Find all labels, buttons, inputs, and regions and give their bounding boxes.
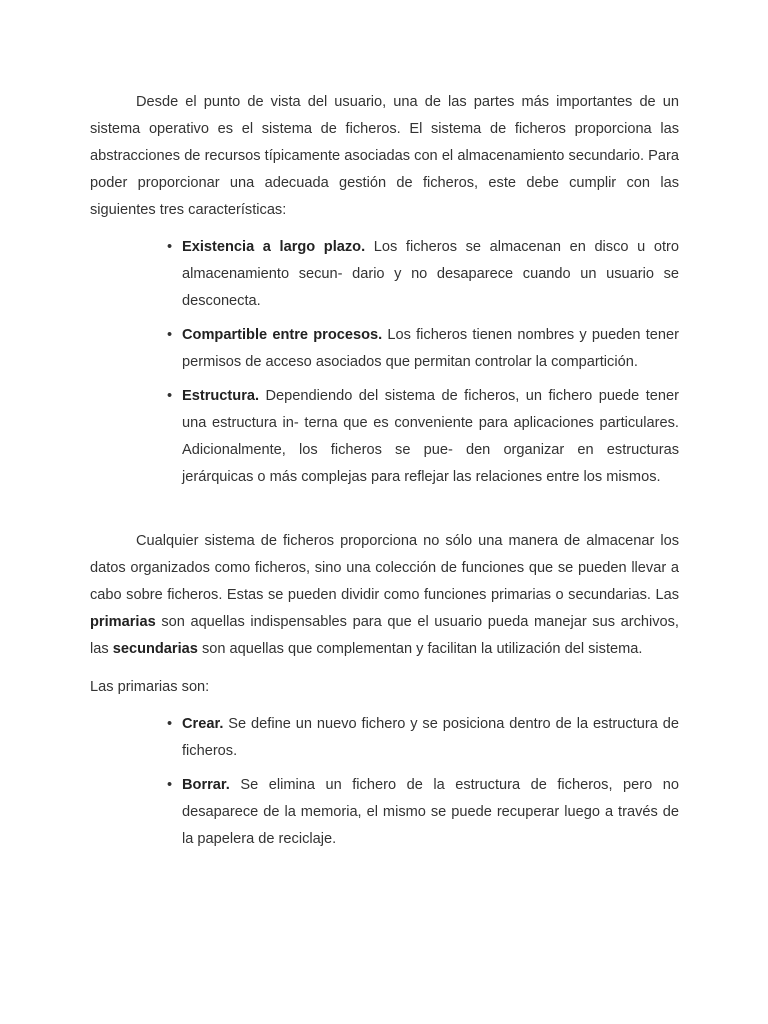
bullet-icon: •	[167, 777, 173, 793]
list-item-text: Se define un nuevo fichero y se posiciona dentro de la estructura de ficheros.	[182, 716, 679, 759]
list-item-text: Los ficheros se almacenan en disco u otro almacenamiento secun- dario y no desaparece cuando un usuario se desconecta.	[182, 239, 679, 309]
characteristics-list	[90, 234, 679, 491]
bullet-icon: •	[167, 716, 173, 732]
intro-paragraph: Desde el punto de vista del usuario, una de las partes más importantes de un sistema operativo es el sistema de ficheros. El sistema de ficheros proporciona las abstracciones de recursos típicamente asociadas con el almacenamiento secundario. Para poder proporcionar una adecuada gestión de ficheros, este debe cumplir con las siguientes tres características:	[90, 94, 679, 218]
list-item-term: Borrar.	[182, 777, 230, 793]
primary-functions-heading: Las primarias son:	[90, 679, 210, 695]
list-item	[167, 322, 679, 376]
list-item	[167, 383, 679, 491]
list-item-text: Se elimina un fichero de la estructura de ficheros, pero no desaparece de la memoria, el mismo se puede recuperar luego a través de la papelera de reciclaje.	[182, 777, 679, 847]
functions-paragraph	[90, 528, 679, 663]
list-item	[167, 772, 679, 853]
list-item	[167, 711, 679, 765]
list-item-term: Estructura.	[182, 388, 260, 404]
functions-paragraph-text-3: son aquellas que complementan y facilitan la utilización del sistema.	[197, 641, 643, 657]
list-item-term: Compartible entre procesos.	[182, 327, 383, 343]
functions-paragraph-text-2: son aquellas indispensables para que el usuario pueda manejar sus archivos, las	[90, 614, 679, 657]
primary-functions-list	[90, 711, 679, 853]
primarias-term: primarias	[90, 614, 156, 630]
bullet-icon: •	[167, 388, 173, 404]
list-item-text: Los ficheros tienen nombres y pueden tener permisos de acceso asociados que permitan controlar la compartición.	[182, 327, 679, 370]
list-item-term: Crear.	[182, 716, 224, 732]
functions-paragraph-text-1: Cualquier sistema de ficheros proporciona no sólo una manera de almacenar los datos organizados como ficheros, sino una colección de funciones que se pueden llevar a cabo sobre ficheros. Estas se pueden dividir como funciones primarias o secundarias. Las	[90, 533, 679, 603]
secundarias-term: secundarias	[112, 641, 198, 657]
bullet-icon: •	[167, 327, 173, 343]
list-item-term: Existencia a largo plazo.	[182, 239, 366, 255]
list-item-text: Dependiendo del sistema de ficheros, un fichero puede tener una estructura in- terna que es conveniente para aplicaciones particulares. Adicionalmente, los ficheros se pue- den organizar en estructuras jerárquicas o más complejas para reflejar las relaciones entre los mismos.	[182, 388, 679, 485]
bullet-icon: •	[167, 239, 173, 255]
list-item	[167, 234, 679, 315]
